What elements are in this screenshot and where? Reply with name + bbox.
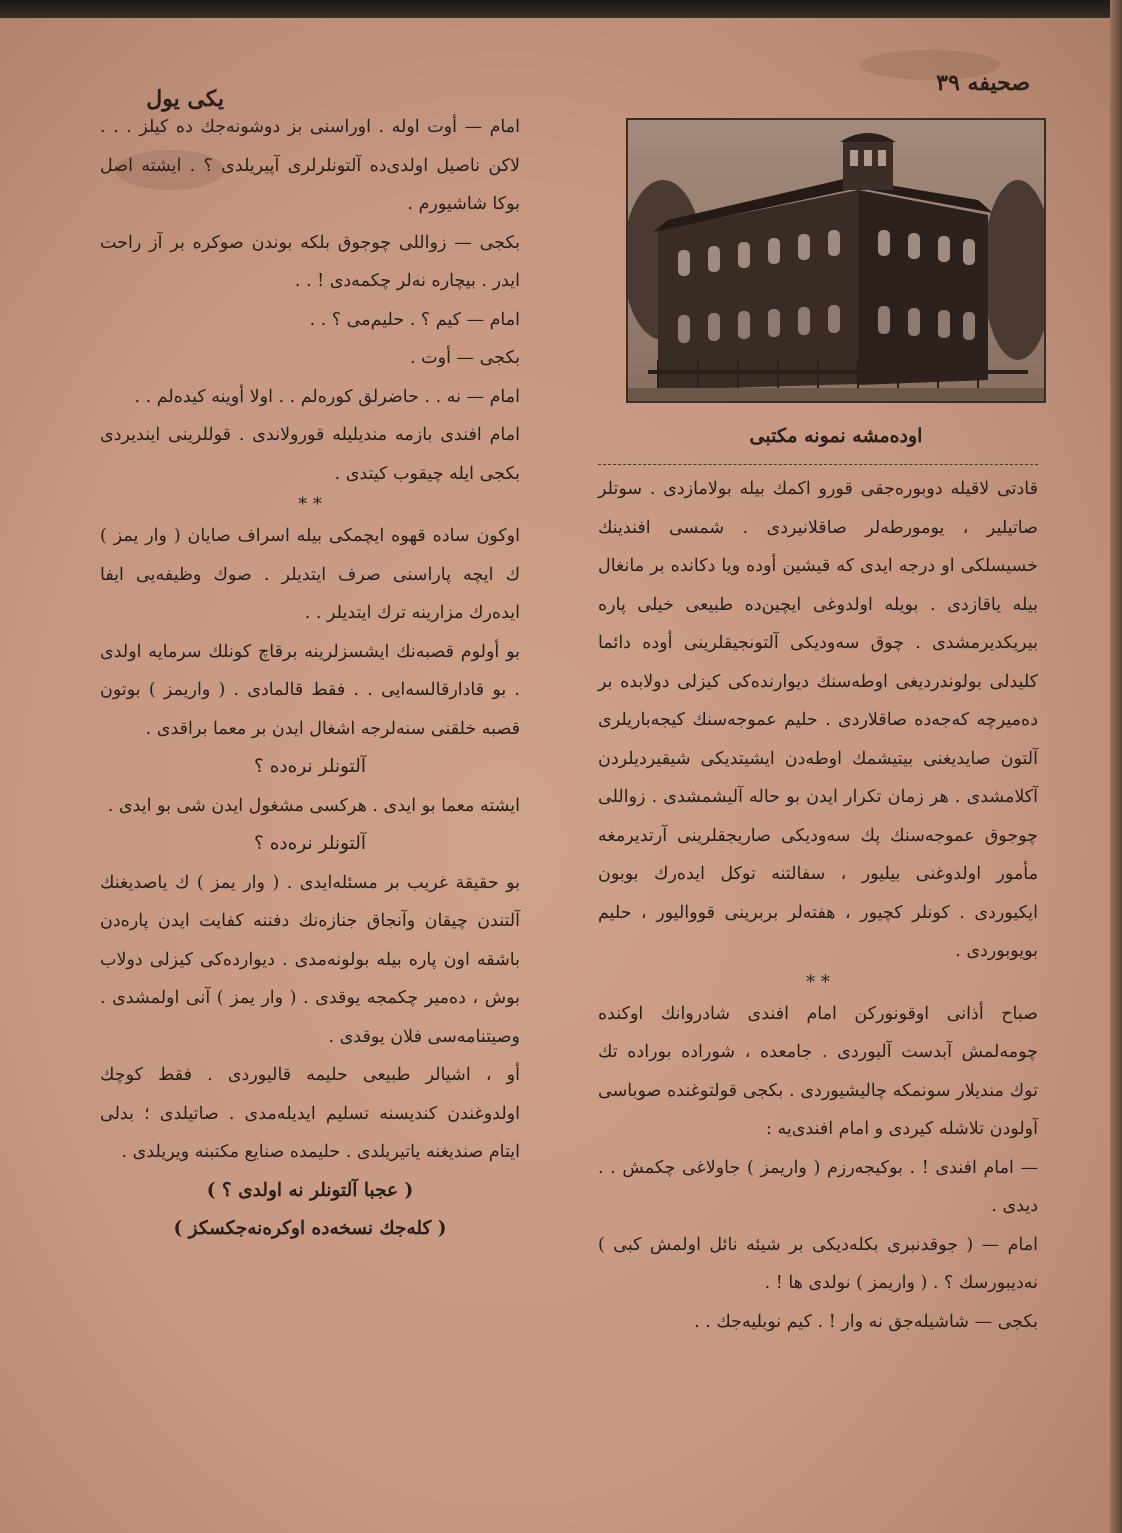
right-column — [598, 470, 1038, 1341]
school-building-photo — [626, 118, 1046, 403]
column-divider-rule — [598, 464, 1038, 465]
paragraph: بکجی — أوت . — [410, 348, 520, 368]
paragraph: بو حقیقة غریب بر مسئله‌ایدی . ( وار یمز ) ك یاصدیغنك آلتندن چیقان وآنجاق جنازه‌نك دفننه کفایت ایدن پاره‌دن باشقه اون پاره بیله بولونه‌مدی . دیوارده‌کی کیزلی دولاب بوش ، ده‌میر چکمجه یوقدی . ( وار یمز ) آنی اولمشدی . وصیتنامه‌سی فلان یوقدی . — [100, 872, 520, 1047]
section-title: یکی یول — [146, 86, 224, 112]
paragraph: أو ، اشیالر طبیعی حلیمه قالیوردی . فقط کوچك اولدوغندن کندیسنه تسلیم ایدیله‌مدی . صاتیلدی ؛ بدلی ایتام صندیغنه یاتیریلدی . حلیمده صنایع مکتبنه ویریلدی . — [100, 1065, 520, 1162]
photo-caption: اوده‌مشه نمونه مکتبی — [749, 425, 923, 447]
section-separator: * * — [298, 494, 322, 515]
building-illustration — [628, 120, 1044, 401]
page-top-shadow — [0, 0, 1122, 18]
page-right-edge — [1110, 0, 1122, 1533]
paragraph: آلتونلر نره‌ده ؟ — [254, 756, 366, 777]
paragraph: صباح أذانی اوقونورکن امام افندی شادروانك اوکنده چومه‌لمش آبدست آلیوردی . جامعده ، شوراده بوراده تك توك مندیلار سونمکه چالیشیوردی . بکجی قولتوغنده صوباسی آولودن تلاشله کیردی و امام افندی‌یه : — [598, 1003, 1038, 1139]
paragraph: قادتی لاقیله دوبوره‌جقی قورو اکمك بیله بولامازدی . سوتلر صاتیلیر ، یومورطه‌لر صاقلانیردی . شمسی افندینك خسیسلکی او درجه ایدی که قیشین أوده ویا دکانده بر مانغال بیله یاقازدی . بویله اولدوغی ایچین‌ده طبیعی خیلی پاره بیریکدیرمشدی . چوق سه‌ودیکی آلتونجیقلرینی أوده دائما کلیدلی بولوندردیغی اوطه‌سنك دیوارنده‌کی کیزلی دولابده بر ده‌میرچه که‌جه‌ده صاقلاردی . حلیم عموجه‌سنك کیجه‌باریلری آلتون صایدیغنی بیتیشمك اوطه‌دن ایشیتدیکی شیقیردیلردن آکلامشدی . هر زمان تکرار ایدن بو حاله آلیشمشدی . زواللی چوجوق عموجه‌سنك پك سه‌ودیکی صاریجقلرینی آرتدیرمغه مأمور اولدوغنی بیلیور ، سفالتنه توکل ایده‌رك بوبون ایکیوردی . کونلر کچیور ، هفته‌لر بربرینی قوواليور ، حلیم بویوبوردی . — [598, 479, 1038, 961]
paragraph: اوکون ساده قهوه ایچمکی بیله اسراف صایان ( وار یمز ) ك ایچه پاراسنی صرف ایتدیلر . صوك وظیفه‌یی ایفا ایده‌رك مزارینه ترك ایتدیلر . . — [100, 526, 520, 623]
paragraph: آلتونلر نره‌ده ؟ — [254, 833, 366, 854]
closing-line: ( عجبا آلتونلر نه اولدی ؟ ) — [206, 1179, 414, 1201]
closing-line: ( کله‌جك نسخه‌ده اوکره‌نه‌جکسکز ) — [173, 1218, 447, 1239]
paragraph: امام — نه . . حاضرلق کوره‌لم . . اولا أوینه کیده‌لم . . — [134, 386, 520, 407]
paragraph: امام — کیم ؟ . حلیم‌می ؟ . . — [309, 309, 520, 330]
paragraph: بکجی — شاشیله‌جق نه وار ! . کیم نوبلیه‌جك . . — [694, 1311, 1038, 1332]
paragraph: بکجی — زواللی چوجوق بلکه بوندن صوکره بر آز راحت ایدر . بیچاره نه‌لر چکمه‌دی ! . . — [100, 232, 520, 291]
section-separator: * * — [806, 971, 830, 993]
paragraph: ایشته معما بو ایدی . هرکسی مشغول ایدن شی بو ایدی . — [107, 795, 520, 816]
left-column — [100, 108, 520, 1249]
paragraph: امام افندی بازمه مندیلیله قورولاندی . قوللرینی ایندیردی بکجی ایله چیقوب کیتدی . — [100, 425, 520, 484]
paragraph: — امام افندی ! . بوکیجه‌رزم ( واریمز ) جاولاغی چکمش . . دیدی . — [598, 1157, 1038, 1216]
paragraph: امام — ( جوقدنبری بکله‌دیکی بر شیئه نائل اولمش کبی ) نه‌دیبورسك ؟ . ( واریمز ) نولدی ها ! . — [598, 1234, 1038, 1293]
page-number: صحیفه ۳۹ — [936, 70, 1030, 96]
paragraph: امام — أوت اوله . اوراسنی بز دوشونه‌جك ده کیلز . . . لاکن ناصیل اولدی‌ده آلتونلرلری آپیریلدی ؟ . ایشته اصل بوکا شاشیورم . — [100, 117, 520, 214]
paragraph: بو أولوم قصبه‌نك ایشسزلرینه برقاچ کونلك سرمایه اولدی . بو قادارقالسه‌ایی . . فقط قالمادی . ( واریمز ) بوتون قصبه خلقنی سنه‌لرجه اشغال ایدن بر معما براقدی . — [100, 641, 520, 739]
